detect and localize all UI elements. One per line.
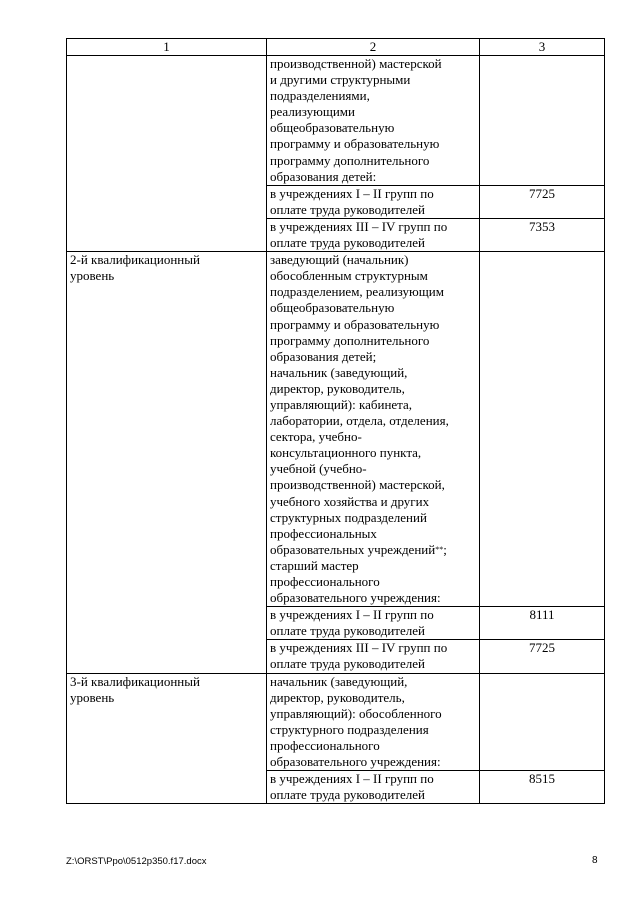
position-cell: в учреждениях III – IV групп по оплате труда руководителей — [267, 640, 480, 673]
position-cell: в учреждениях I – II групп по оплате труда руководителей — [267, 607, 480, 640]
position-cell: начальник (заведующий, директор, руководитель, управляющий): обособленного структурного подразделения профессионального образовательного учреждения: — [267, 673, 480, 771]
table-row — [67, 56, 605, 186]
column-header-3: 3 — [480, 39, 605, 56]
salary-table — [66, 38, 605, 804]
column-header-2: 2 — [267, 39, 480, 56]
salary-value-cell: 7725 — [480, 640, 605, 673]
table-header-row — [67, 39, 605, 56]
position-cell: в учреждениях I – II групп по оплате труда руководителей — [267, 771, 480, 804]
salary-value-cell: 7725 — [480, 185, 605, 218]
salary-value-cell — [480, 56, 605, 186]
footer-file-path: Z:\ORST\Ppo\0512p350.f17.docx — [66, 856, 207, 867]
salary-value-cell: 7353 — [480, 218, 605, 251]
table-row — [67, 252, 605, 607]
qualification-level-cell: 3-й квалификационный уровень — [67, 673, 267, 804]
position-text-tail: ; старший мастер профессионального образовательного учреждения: — [270, 541, 447, 606]
footnote-marker: ** — [435, 544, 444, 554]
table-row — [67, 673, 605, 771]
position-cell: производственной) мастерской и другими структурными подразделениями, реализующими общеобразовательную программу и образовательную программу дополнительного образования детей: — [267, 56, 480, 186]
position-cell — [267, 252, 480, 607]
column-header-1: 1 — [67, 39, 267, 56]
position-cell: в учреждениях III – IV групп по оплате труда руководителей — [267, 218, 480, 251]
salary-value-cell — [480, 252, 605, 607]
qualification-level-cell — [67, 56, 267, 252]
position-text: заведующий (начальник) обособленным структурным подразделением, реализующим общеобразовательную программу и образовательную программу дополнительного образования детей; начальник (заведующий, директор, руководитель, управляющий): кабинета, лаборатории, отдела, отделения, сектора, учебно- консультационного пункта, учебной (учебно- производственной) мастерской, учебного хозяйства и других структурных подразделений профессиональных образовательных учреждений — [270, 252, 449, 557]
salary-value-cell: 8111 — [480, 607, 605, 640]
salary-value-cell — [480, 673, 605, 771]
qualification-level-cell: 2-й квалификационный уровень — [67, 252, 267, 673]
salary-value-cell: 8515 — [480, 771, 605, 804]
position-cell: в учреждениях I – II групп по оплате труда руководителей — [267, 185, 480, 218]
page-number: 8 — [592, 855, 598, 866]
